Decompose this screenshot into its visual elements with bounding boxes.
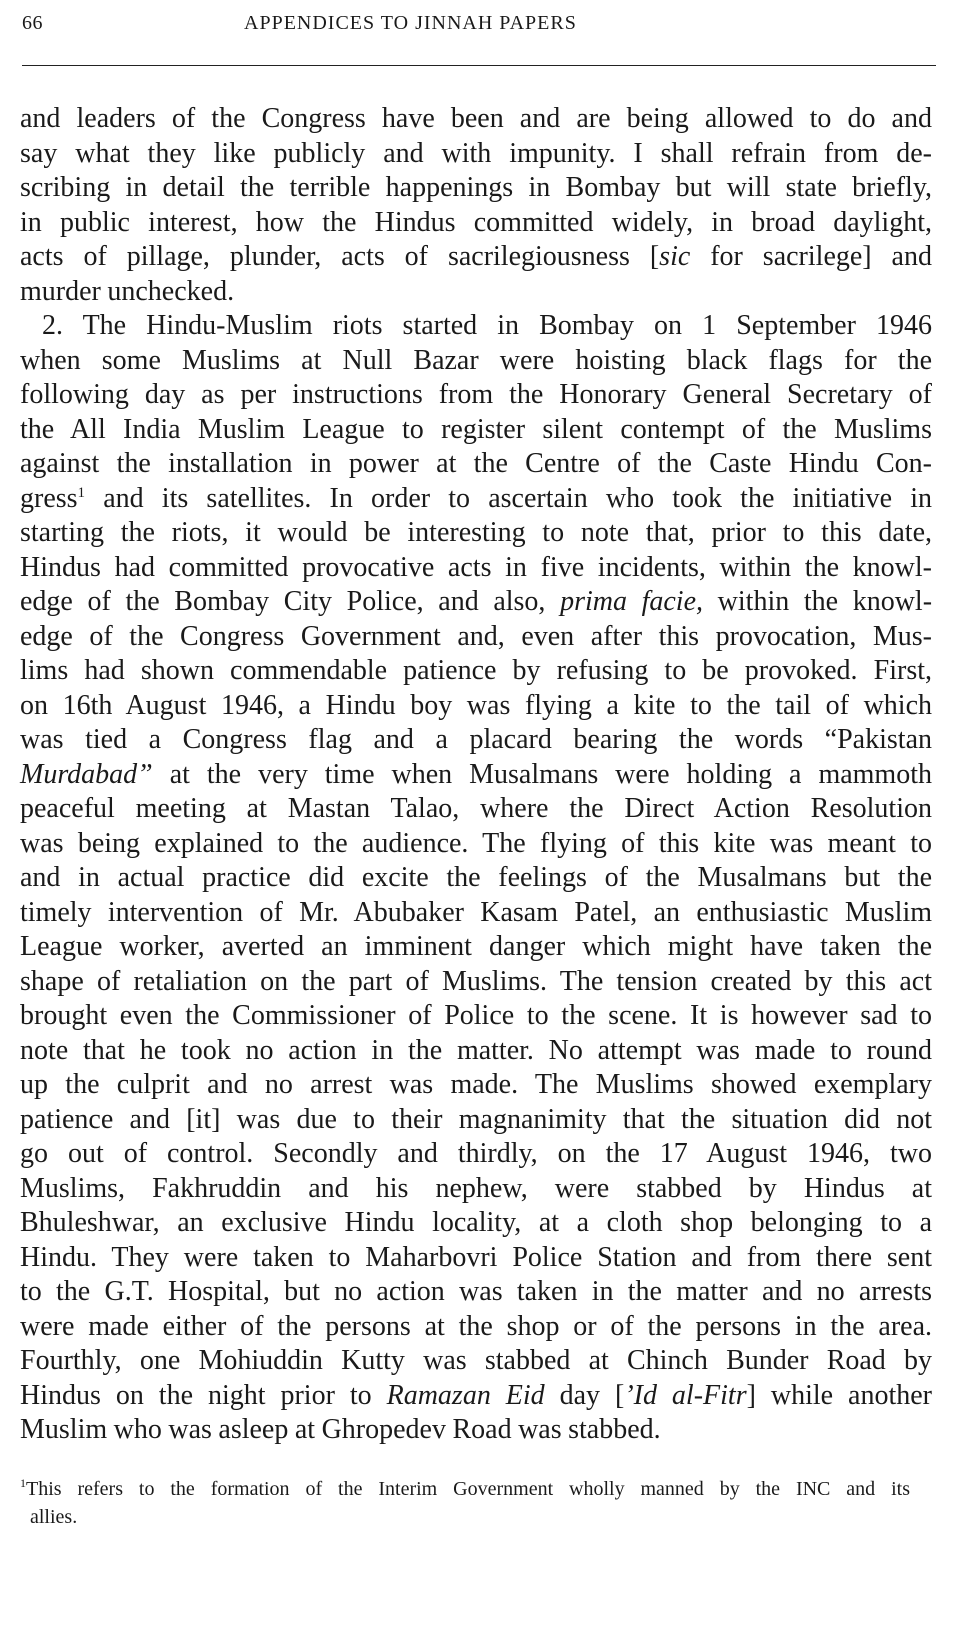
text-line: was being explained to the audience. The flying of this kite was meant to — [20, 827, 932, 859]
text-fragment: ] while another — [746, 1379, 932, 1411]
text-line — [20, 482, 932, 517]
text-line — [20, 585, 932, 620]
page-number: 66 — [22, 12, 43, 34]
body-text — [20, 102, 932, 1448]
footnote-line: allies. — [30, 1506, 78, 1528]
footnote-line — [20, 1475, 910, 1503]
italic-fragment: Murdabad” — [20, 758, 153, 790]
text-line: scribing in detail the terrible happenings in Bombay but will state briefly, — [20, 172, 932, 203]
italic-fragment: prima facie, — [560, 586, 704, 617]
text-fragment: gress — [20, 482, 78, 514]
text-fragment: at the very time when Musalmans were holding a mammoth — [152, 758, 932, 790]
header-rule — [22, 65, 936, 66]
footnote — [20, 1475, 910, 1531]
text-line: Muslim who was asleep at Ghropedev Road was stabbed. — [20, 1414, 661, 1445]
text-line: go out of control. Secondly and thirdly, on the 17 August 1946, two — [20, 1138, 932, 1169]
text-line: brought even the Commissioner of Police to the scene. It is however sad to — [20, 1000, 932, 1031]
text-line — [20, 758, 932, 793]
text-line: and in actual practice did excite the feelings of the Musalmans but the — [20, 862, 932, 893]
italic-fragment: ’Id al-Fitr — [624, 1379, 747, 1411]
page-header — [22, 10, 936, 40]
running-title: APPENDICES TO JINNAH PAPERS — [244, 12, 577, 34]
footnote-ref: 1 — [77, 484, 86, 501]
text-line: timely intervention of Mr. Abubaker Kasam Patel, an enthusiastic Muslim — [20, 896, 932, 928]
footnote-text: This refers to the formation of the Interim Government wholly manned by the INC and its — [26, 1478, 910, 1500]
text-line: Hindu. They were taken to Maharbovri Police Station and from there sent — [20, 1241, 932, 1273]
text-line: up the culprit and no arrest was made. The Muslims showed exemplary — [20, 1069, 932, 1100]
text-line: 2. The Hindu-Muslim riots started in Bombay on 1 September 1946 — [42, 310, 932, 341]
text-fragment: day [ — [544, 1379, 625, 1411]
text-line: was tied a Congress flag and a placard bearing the words “Pakistan — [20, 724, 932, 755]
text-line: to the G.T. Hospital, but no action was taken in the matter and no arrests — [20, 1276, 932, 1307]
text-line: following day as per instructions from the Honorary General Secretary of — [20, 379, 932, 410]
text-line: Fourthly, one Mohiuddin Kutty was stabbed at Chinch Bunder Road by — [20, 1345, 932, 1376]
text-line: acts of pillage, plunder, acts of sacrilegiousness [sic for sacrilege] and — [20, 241, 932, 272]
paragraph-1 — [20, 102, 932, 309]
text-line: Muslims, Fakhruddin and his nephew, were stabbed by Hindus at — [20, 1172, 932, 1204]
text-fragment: Hindus on the night prior to — [20, 1379, 387, 1411]
text-fragment: and its satellites. In order to ascertain who took the initiative in — [103, 482, 933, 514]
text-line: were made either of the persons at the shop or of the persons in the area. — [20, 1310, 932, 1342]
text-line: on 16th August 1946, a Hindu boy was flying a kite to the tail of which — [20, 689, 932, 721]
text-fragment: edge of the Bombay City Police, and also, — [20, 586, 561, 617]
text-line — [20, 1379, 932, 1414]
text-line: the All India Muslim League to register silent contempt of the Muslims — [20, 413, 932, 445]
text-line: peaceful meeting at Mastan Talao, where the Direct Action Resolution — [20, 793, 932, 824]
sic-italic: sic — [659, 241, 691, 272]
text-line: League worker, averted an imminent danger which might have taken the — [20, 931, 932, 962]
italic-fragment: Ramazan Eid — [386, 1379, 545, 1411]
text-fragment: within the knowl- — [703, 586, 933, 617]
text-line: murder unchecked. — [20, 275, 235, 307]
text-line: in public interest, how the Hindus committed widely, in broad daylight, — [20, 206, 932, 238]
text-line: note that he took no action in the matter. No attempt was made to round — [20, 1034, 932, 1066]
text-line: say what they like publicly and with impunity. I shall refrain from de- — [20, 137, 932, 169]
text-line: lims had shown commendable patience by refusing to be provoked. First, — [20, 655, 932, 686]
text-line: and leaders of the Congress have been and are being allowed to do and — [20, 103, 932, 134]
paragraph-2 — [20, 309, 932, 1448]
text-line: edge of the Congress Government and, even after this provocation, Mus- — [20, 620, 932, 652]
text-line: starting the riots, it would be interesting to note that, prior to this date, — [20, 517, 932, 548]
footnote-marker: 1 — [20, 1476, 26, 1490]
text-line: shape of retaliation on the part of Muslims. The tension created by this act — [20, 965, 932, 997]
text-line: against the installation in power at the Centre of the Caste Hindu Con- — [20, 448, 932, 479]
text-line: Hindus had committed provocative acts in five incidents, within the knowl- — [20, 551, 932, 583]
text-line: when some Muslims at Null Bazar were hoisting black flags for the — [20, 344, 932, 376]
text-line: Bhuleshwar, an exclusive Hindu locality, at a cloth shop belonging to a — [20, 1207, 932, 1238]
text-line: patience and [it] was due to their magnanimity that the situation did not — [20, 1103, 932, 1135]
